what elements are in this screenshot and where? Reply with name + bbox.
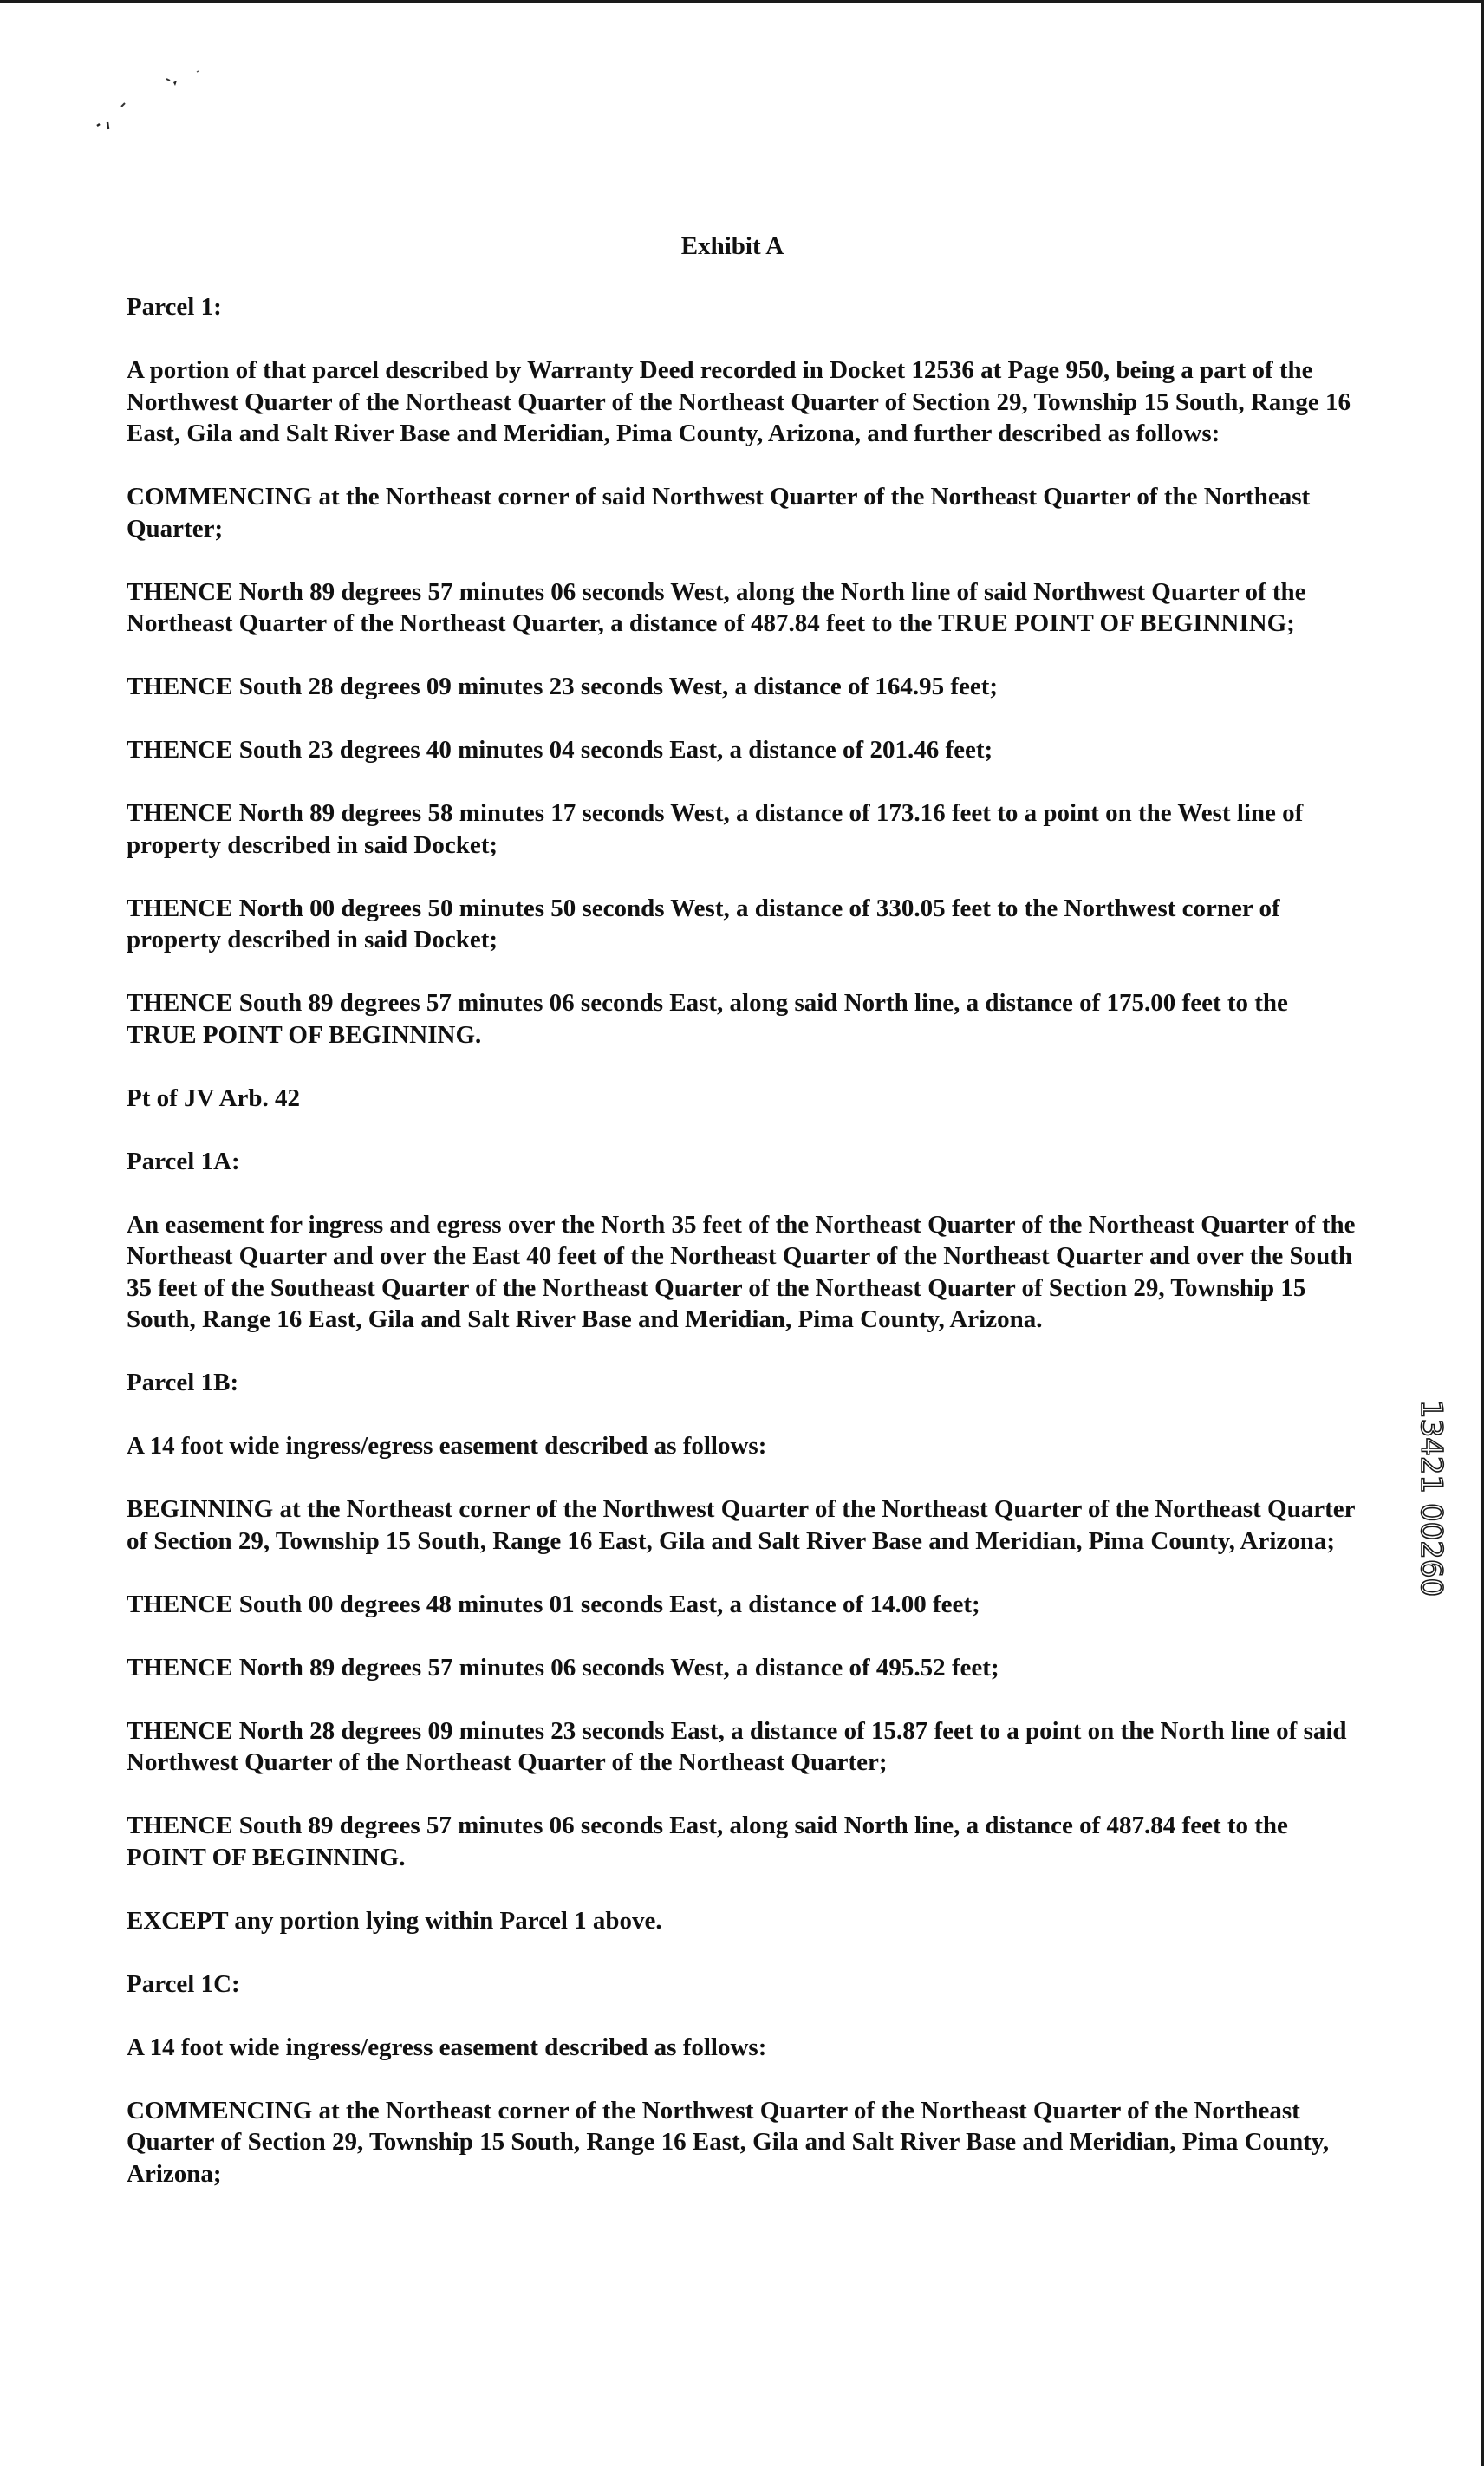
scan-artifact-marks — [87, 63, 217, 141]
thence-clause: THENCE North 89 degrees 57 minutes 06 seconds West, along the North line of said Northwest Quarter of the Northeast Quarter of the Northeast Quarter, a distance of 487.84 feet to the TRUE POINT OF BEGINNING; — [127, 577, 1306, 637]
parcel-1a-heading: Parcel 1A: — [127, 1147, 240, 1175]
parcel-1c-intro: A 14 foot wide ingress/egress easement described as follows: — [127, 2033, 767, 2061]
thence-clause: THENCE South 89 degrees 57 minutes 06 seconds East, along said North line, a distance of 487.84 feet to the POINT OF BEGINNING. — [127, 1812, 1288, 1871]
thence-clause: THENCE North 89 degrees 58 minutes 17 seconds West, a distance of 173.16 feet to a point on the West line of property described in said Docket; — [127, 799, 1304, 859]
thence-clause: THENCE South 23 degrees 40 minutes 04 seconds East, a distance of 201.46 feet; — [127, 736, 993, 764]
thence-clause: THENCE South 00 degrees 48 minutes 01 seconds East, a distance of 14.00 feet; — [127, 1590, 980, 1618]
parcel-1-description: A portion of that parcel described by Warranty Deed recorded in Docket 12536 at Page 950, being a part of the Northwest Quarter of the Northeast Quarter of the Northeast Quarter of Section 29, Township 15 South, Range 16 East, Gila and Salt River Base and Meridian, Pima County, Arizona, and further described as follows: — [127, 356, 1351, 447]
recording-stamp — [1403, 1400, 1463, 1643]
thence-clause: THENCE South 28 degrees 09 minutes 23 seconds West, a distance of 164.95 feet; — [127, 673, 999, 700]
thence-clause: THENCE North 89 degrees 57 minutes 06 seconds West, a distance of 495.52 feet; — [127, 1653, 999, 1682]
beginning-clause: BEGINNING at the Northeast corner of the Northwest Quarter of the Northeast Quarter of the Northeast Quarter of Section 29, Township 15 South, Range 16 East, Gila and Salt River Base and Meridian, Pima County, Arizona; — [127, 1495, 1355, 1555]
parcel-1a-description: An easement for ingress and egress over the North 35 feet of the Northeast Quarter of the Northeast Quarter of the Northeast Quarter and over the East 40 feet of the Northeast Quarter of the Northeast Quarter and over the South 35 feet of the Southeast Quarter of the Northeast Quarter of the Northeast Quarter of Section 29, Township 15 South, Range 16 East, Gila and Salt River Base and Meridian, Pima County, Arizona. — [127, 1210, 1356, 1333]
exhibit-title: Exhibit A — [680, 232, 784, 260]
parcel-1b-heading: Parcel 1B: — [127, 1369, 239, 1396]
thence-clause: THENCE South 89 degrees 57 minutes 06 seconds East, along said North line, a distance of 175.00 feet to the TRUE POINT OF BEGINNING. — [127, 989, 1288, 1049]
commencing-clause: COMMENCING at the Northeast corner of the Northwest Quarter of the Northeast Quarter of the Northeast Quarter of Section 29, Township 15 South, Range 16 East, Gila and Salt River Base and Meridian, Pima County, Arizona; — [127, 2096, 1330, 2188]
arb-reference: Pt of JV Arb. 42 — [127, 1083, 301, 1112]
parcel-1b-intro: A 14 foot wide ingress/egress easement described as follows: — [127, 1432, 767, 1460]
parcel-1-heading: Parcel 1: — [127, 293, 222, 321]
except-clause: EXCEPT any portion lying within Parcel 1 above. — [127, 1906, 662, 1935]
thence-clause: THENCE North 00 degrees 50 minutes 50 seconds West, a distance of 330.05 feet to the Northwest corner of property described in said Docket; — [127, 894, 1280, 953]
parcel-1c-heading: Parcel 1C: — [127, 1969, 240, 1998]
recording-stamp-text: 13421 00260 — [1414, 1400, 1448, 1597]
commencing-clause: COMMENCING at the Northeast corner of said Northwest Quarter of the Northeast Quarter of the Northeast Quarter; — [127, 483, 1311, 543]
legal-description-body — [127, 291, 1357, 2222]
thence-clause: THENCE North 28 degrees 09 minutes 23 seconds East, a distance of 15.87 feet to a point on the North line of said Northwest Quarter of the Northeast Quarter of the Northeast Quarter; — [127, 1716, 1347, 1776]
